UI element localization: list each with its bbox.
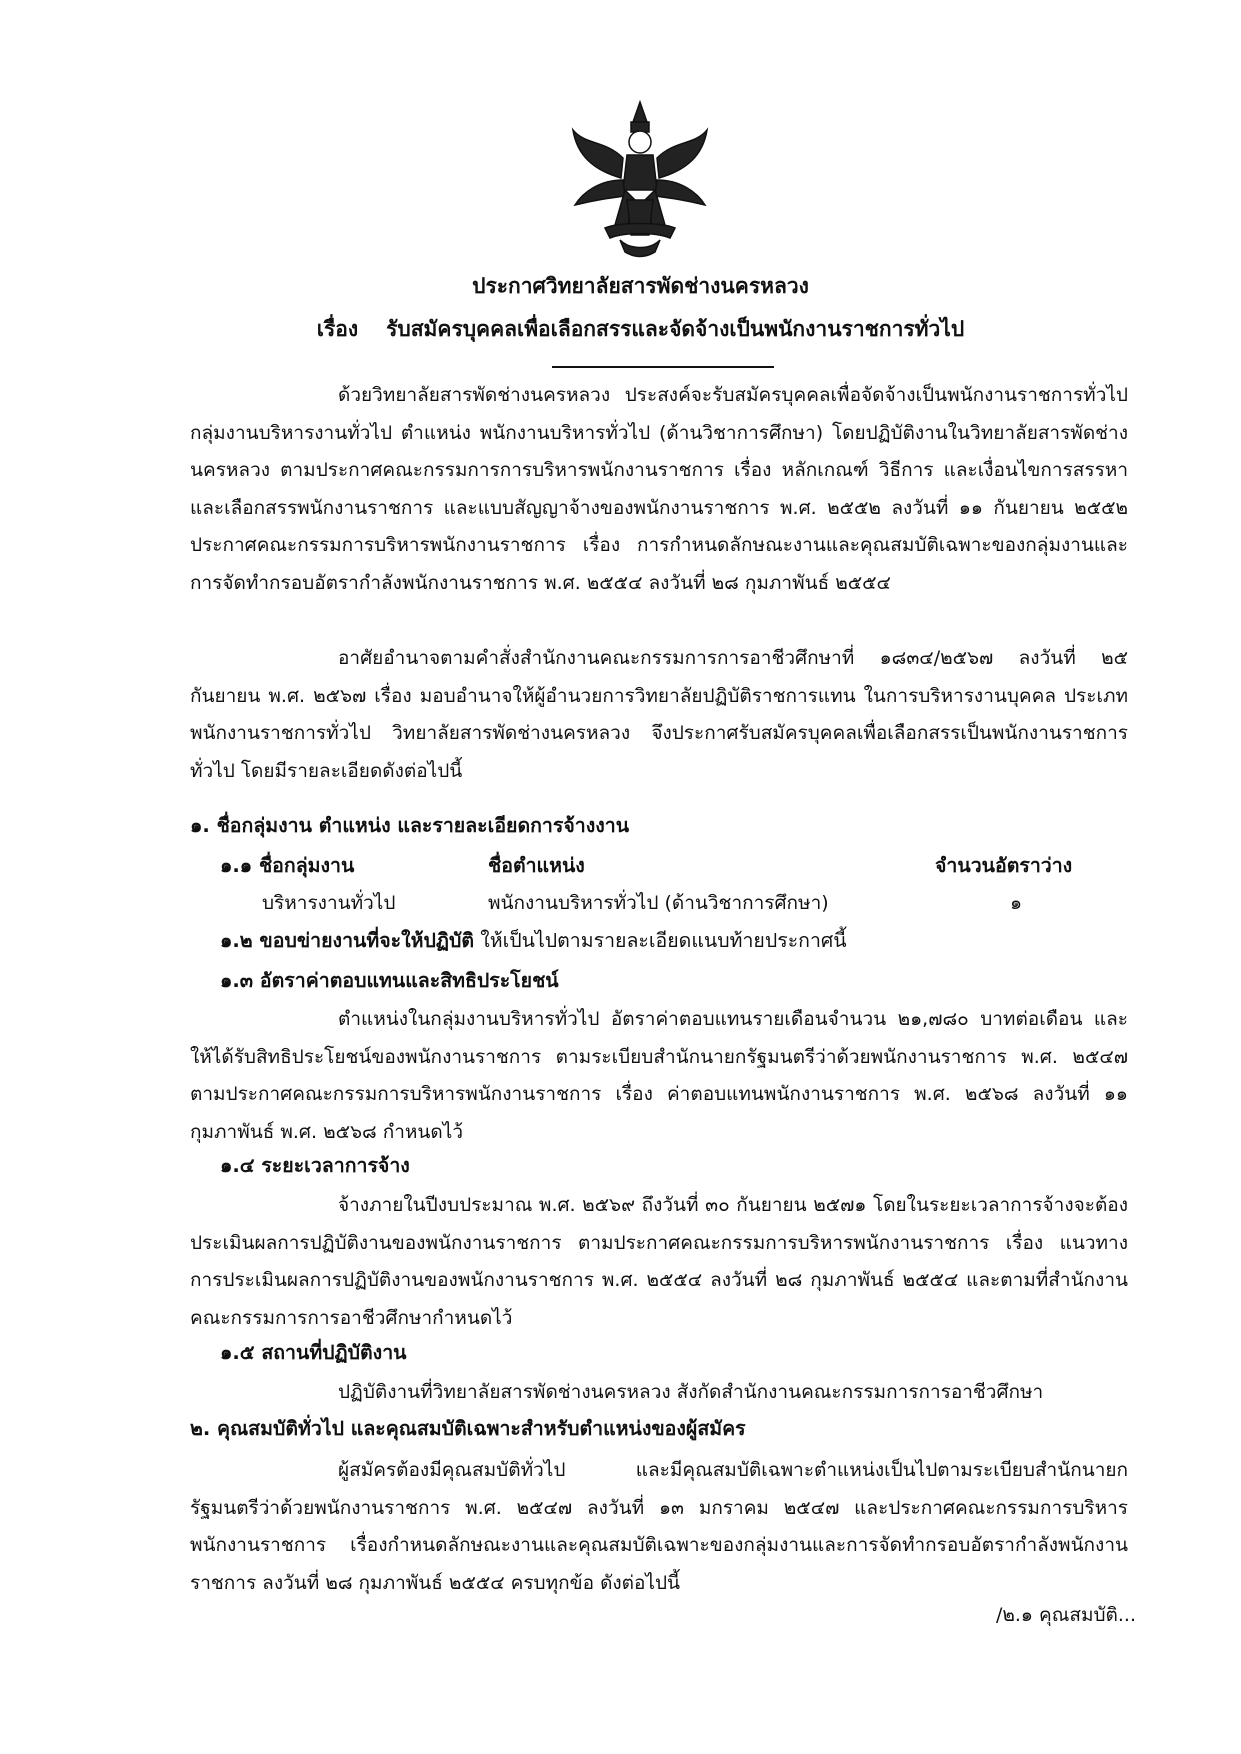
location-paragraph: ปฏิบัติงานที่วิทยาลัยสารพัดช่างนครหลวง สังกัดสำนักงานคณะกรรมการการอาชีวศึกษา (338, 1381, 1044, 1403)
col-header-group: ๑.๑ ชื่อกลุ่มงาน (220, 854, 355, 877)
continuation-note: /๒.๑ คุณสมบัติ... (995, 1604, 1136, 1626)
announcement-subject (0, 313, 1241, 346)
period-paragraph: จ้างภายในปีงบประมาณ พ.ศ. ๒๕๖๙ ถึงวันที่ ๓๐ กันยายน ๒๕๗๑ โดยในระยะเวลาการจ้างจะต้องประเมินผลการปฏิบัติงานของพนักงานราชการ ตามประกาศคณะกรรมการบริหารพนักงานราชการ เรื่อง แนวทางการประเมินผลการปฏิบัติงานของพนักงานราชการ พ.ศ. ๒๕๕๔ ลงวันที่ ๒๘ กุมภาพันธ์ ๒๕๕๔ และตามที่สำนักงานคณะกรรมการการอาชีวศึกษากำหนดไว้ (190, 1194, 1128, 1329)
col-header-vacancies: จำนวนอัตราว่าง (935, 854, 1073, 877)
compensation-label: ๑.๓ อัตราค่าตอบแทนและสิทธิประโยชน์ (220, 969, 559, 992)
qualifications-paragraph: ผู้สมัครต้องมีคุณสมบัติทั่วไป และมีคุณสมบัติเฉพาะตำแหน่งเป็นไปตามระเบียบสำนักนายกรัฐมนตรีว่าด้วยพนักงานราชการ พ.ศ. ๒๕๔๗ ลงวันที่ ๑๓ มกราคม ๒๕๔๗ และประกาศคณะกรรมการบริหารพนักงานราชการ เรื่องกำหนดลักษณะงานและคุณสมบัติเฉพาะของกลุ่มงานและการจัดทำกรอบอัตรากำลังพนักงานราชการ ลงวันที่ ๒๘ กุมภาพันธ์ ๒๕๕๔ ครบทุกข้อ ดังต่อไปนี้ (190, 1459, 1128, 1594)
section1-heading: ๑. ชื่อกลุ่มงาน ตำแหน่ง และรายละเอียดการจ้างงาน (190, 814, 630, 837)
compensation-heading (220, 965, 559, 996)
title-divider (552, 366, 774, 368)
compensation-paragraph: ตำแหน่งในกลุ่มงานบริหารทั่วไป อัตราค่าตอบแทนรายเดือนจำนวน ๒๑,๗๘๐ บาทต่อเดือน และให้ได้รับสิทธิประโยชน์ของพนักงานราชการ ตามระเบียบสำนักนายกรัฐมนตรีว่าด้วยพนักงานราชการ พ.ศ. ๒๕๔๗ ตามประกาศคณะกรรมการบริหารพนักงานราชการ เรื่อง ค่าตอบแทนพนักงานราชการ พ.ศ. ๒๕๖๘ ลงวันที่ ๑๑ กุมภาพันธ์ พ.ศ. ๒๕๖๘ กำหนดไว้ (190, 1008, 1128, 1143)
cell-vacancies: ๑ (1010, 892, 1023, 914)
period-heading (220, 1150, 410, 1181)
period-label: ๑.๔ ระยะเวลาการจ้าง (220, 1154, 410, 1177)
col-header-position: ชื่อตำแหน่ง (488, 854, 585, 877)
position-table (0, 850, 1241, 930)
garuda-emblem (565, 100, 715, 260)
cell-group: บริหารงานทั่วไป (262, 892, 396, 914)
subject-text: รับสมัครบุคคลเพื่อเลือกสรรและจัดจ้างเป็นพนักงานราชการทั่วไป (386, 317, 965, 341)
location-label: ๑.๕ สถานที่ปฏิบัติงาน (220, 1341, 407, 1364)
scope-label: ๑.๒ ขอบข่ายงานที่จะให้ปฏิบัติ (220, 929, 474, 952)
announcement-title: ประกาศวิทยาลัยสารพัดช่างนครหลวง (472, 274, 809, 298)
authority-paragraph: อาศัยอำนาจตามคำสั่งสำนักงานคณะกรรมการการอาชีวศึกษาที่ ๑๘๓๔/๒๕๖๗ ลงวันที่ ๒๕ กันยายน พ.ศ. ๒๕๖๗ เรื่อง มอบอำนาจให้ผู้อำนวยการวิทยาลัยปฏิบัติราชการแทน ในการบริหารงานบุคคล ประเภทพนักงานราชการทั่วไป วิทยาลัยสารพัดช่างนครหลวง จึงประกาศรับสมัครบุคคลเพื่อเลือกสรรเป็นพนักงานราชการทั่วไป โดยมีรายละเอียดดังต่อไปนี้ (190, 647, 1128, 782)
location-heading (220, 1337, 407, 1368)
intro-paragraph: ด้วยวิทยาลัยสารพัดช่างนครหลวง ประสงค์จะรับสมัครบุคคลเพื่อจัดจ้างเป็นพนักงานราชการทั่วไป กลุ่มงานบริหารงานทั่วไป ตำแหน่ง พนักงานบริหารทั่วไป (ด้านวิชาการศึกษา) โดยปฏิบัติงานในวิทยาลัยสารพัดช่างนครหลวง ตามประกาศคณะกรรมการการบริหารพนักงานราชการ เรื่อง หลักเกณฑ์ วิธีการ และเงื่อนไขการสรรหาและเลือกสรรพนักงานราชการ และแบบสัญญาจ้างของพนักงานราชการ พ.ศ. ๒๕๕๒ ลงวันที่ ๑๑ กันยายน ๒๕๕๒ ประกาศคณะกรรมการบริหารพนักงานราชการ เรื่อง การกำหนดลักษณะงานและคุณสมบัติเฉพาะของกลุ่มงานและการจัดทำกรอบอัตรากำลังพนักงานราชการ พ.ศ. ๒๕๕๔ ลงวันที่ ๒๘ กุมภาพันธ์ ๒๕๕๔ (190, 384, 1128, 594)
cell-position: พนักงานบริหารทั่วไป (ด้านวิชาการศึกษา) (488, 892, 829, 914)
scope-text: ให้เป็นไปตามรายละเอียดแนบท้ายประกาศนี้ (480, 929, 847, 952)
section2-heading: ๒. คุณสมบัติทั่วไป และคุณสมบัติเฉพาะสำหรับตำแหน่งของผู้สมัคร (190, 1417, 746, 1440)
scope-line (220, 925, 847, 956)
subject-label: เรื่อง (316, 317, 359, 341)
